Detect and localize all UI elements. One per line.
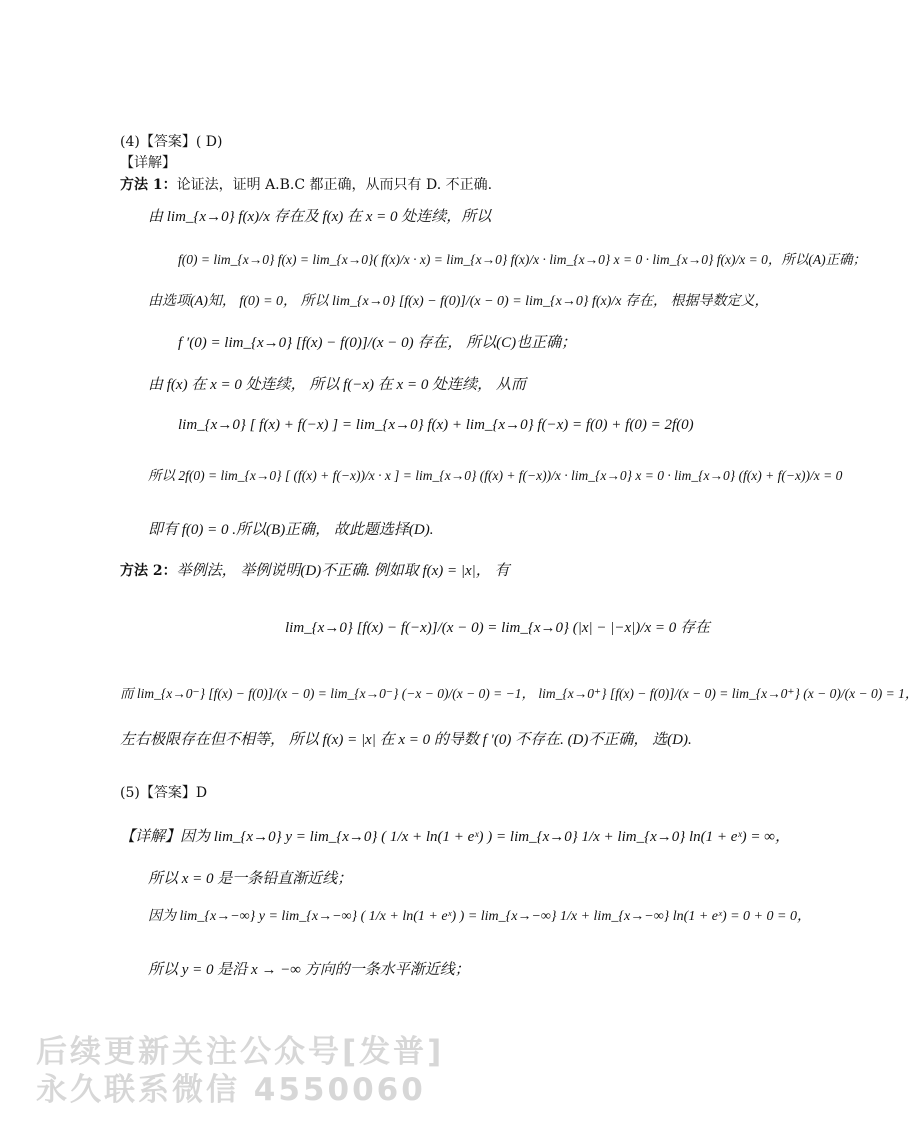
- q5-line-3: 因为 lim_{x→−∞} y = lim_{x→−∞} ( 1/x + ln(1 + eˣ) ) = lim_{x→−∞} 1/x + lim_{x→−∞} ln(1 + eˣ) = 0 + 0 = 0，: [148, 909, 811, 924]
- q4-heading: (4)【答案】( D): [120, 134, 223, 150]
- q4-detail-label: 【详解】: [120, 155, 176, 171]
- q5-heading: (5)【答案】D: [120, 785, 208, 801]
- q4-line-6: lim_{x→0} [ f(x) + f(−x) ] = lim_{x→0} f(x) + lim_{x→0} f(−x) = f(0) + f(0) = 2f(0): [178, 417, 694, 433]
- method2-intro: 举例法， 举例说明(D)不正确. 例如取 f(x) = |x|， 有: [176, 563, 510, 579]
- q4-line-5: 由 f(x) 在 x = 0 处连续， 所以 f(−x) 在 x = 0 处连续， 从而: [148, 377, 526, 393]
- q5-line-2: 所以 x = 0 是一条铅直渐近线；: [148, 871, 353, 887]
- q4-line-1: 由 lim_{x→0} f(x)/x 存在及 f(x) 在 x = 0 处连续，所以: [148, 209, 492, 225]
- method1-intro: 论证法，证明 A.B.C 都正确，从而只有 D. 不正确.: [176, 177, 493, 193]
- q4-line-8: 即有 f(0) = 0 .所以(B)正确， 故此题选择(D).: [148, 522, 434, 538]
- q4-line-4: f ′(0) = lim_{x→0} [f(x) − f(0)]/(x − 0) 存在， 所以(C)也正确；: [178, 335, 577, 351]
- q4-line-11: 左右极限存在但不相等， 所以 f(x) = |x| 在 x = 0 的导数 f ′(0) 不存在. (D)不正确， 选(D).: [120, 732, 692, 748]
- q4-line-10: 而 lim_{x→0⁻} [f(x) − f(0)]/(x − 0) = lim_{x→0⁻} (−x − 0)/(x − 0) = −1， lim_{x→0⁺} [f(x) − f(0)]/(x − 0) = lim_{x→0⁺} (x − 0)/(x − 0) = 1，: [120, 686, 918, 701]
- method2-label: 方法 2：: [120, 563, 177, 579]
- q4-line-2: f(0) = lim_{x→0} f(x) = lim_{x→0}( f(x)/x · x) = lim_{x→0} f(x)/x · lim_{x→0} x = 0 · lim_{x→0} f(x)/x = 0，所以(A)正确；: [178, 252, 867, 267]
- q5-line-4: 所以 y = 0 是沿 x → −∞ 方向的一条水平渐近线；: [148, 962, 470, 978]
- q4-line-7: 所以 2f(0) = lim_{x→0} [ (f(x) + f(−x))/x · x ] = lim_{x→0} (f(x) + f(−x))/x · lim_{x→0} x = 0 · lim_{x→0} (f(x) + f(−x))/x = 0: [148, 468, 843, 483]
- q5-line-1: 【详解】因为 lim_{x→0} y = lim_{x→0} ( 1/x + ln(1 + eˣ) ) = lim_{x→0} 1/x + lim_{x→0} ln(1 + eˣ) = ∞，: [120, 829, 790, 845]
- q4-method1: [120, 175, 492, 195]
- q4-line-9: lim_{x→0} [f(x) − f(−x)]/(x − 0) = lim_{x→0} (|x| − |−x|)/x = 0 存在: [285, 620, 710, 636]
- q4-method2: [120, 561, 510, 581]
- watermark-line-1: 后续更新关注公众号[发普]: [36, 1034, 445, 1070]
- method1-label: 方法 1：: [120, 177, 177, 193]
- watermark-line-2: 永久联系微信 4550060: [36, 1072, 426, 1108]
- q4-line-3: 由选项(A)知， f(0) = 0， 所以 lim_{x→0} [f(x) − f(0)]/(x − 0) = lim_{x→0} f(x)/x 存在， 根据导数定义，: [148, 294, 769, 309]
